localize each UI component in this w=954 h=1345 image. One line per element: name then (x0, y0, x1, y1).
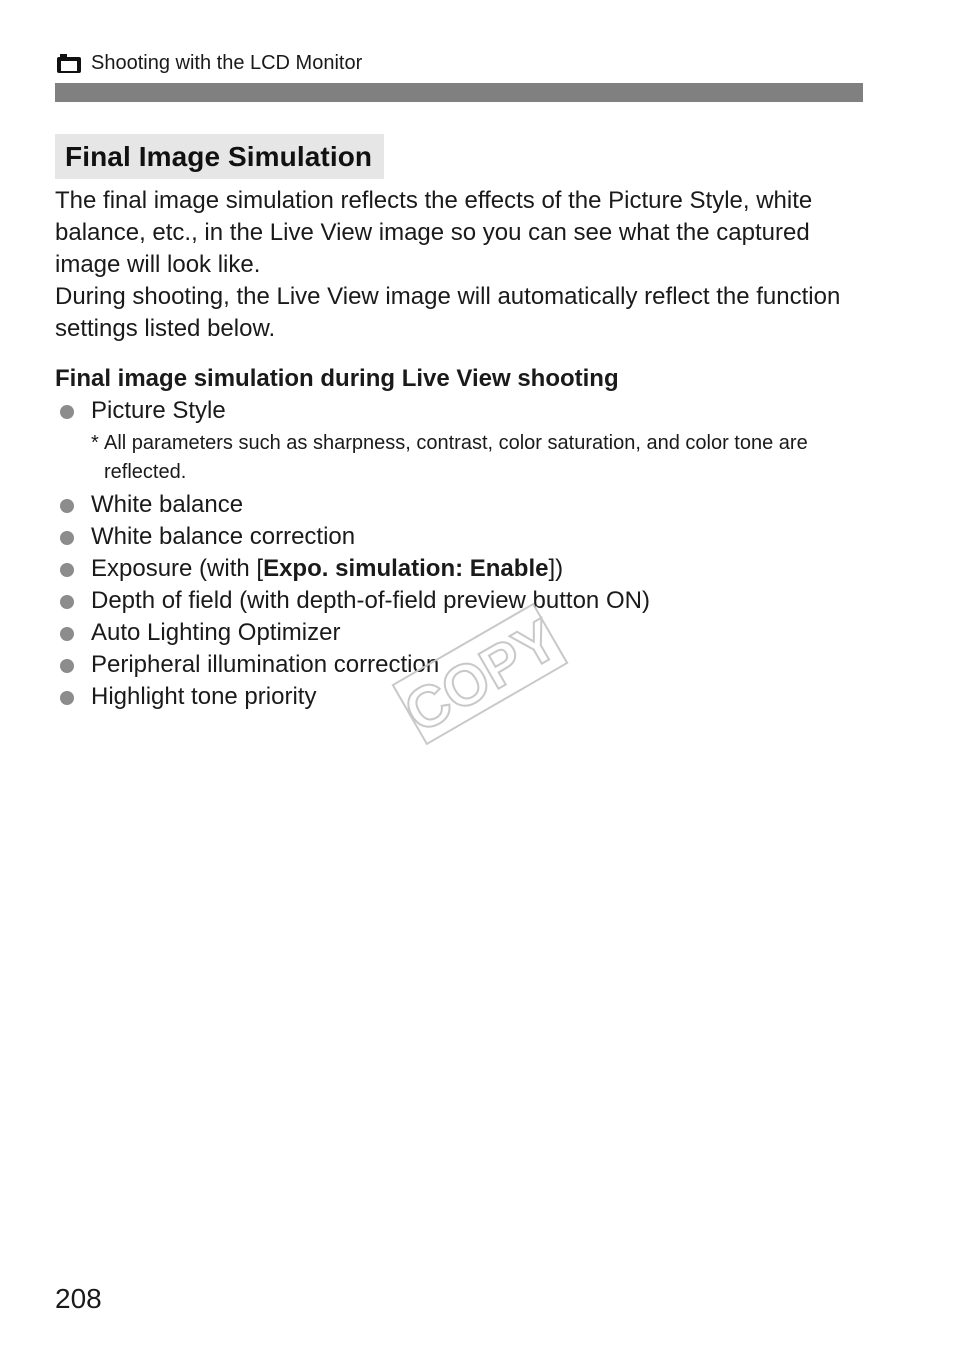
bullet-icon (60, 405, 74, 419)
list-item-label: White balance correction (91, 523, 356, 550)
list-heading: Final image simulation during Live View shooting (55, 365, 619, 392)
header-divider-bar (55, 83, 863, 102)
bullet-icon (60, 563, 74, 577)
header-title: Shooting with the LCD Monitor (91, 52, 363, 74)
running-header (56, 50, 362, 76)
section-title: Final Image Simulation (65, 140, 373, 172)
list-item (55, 395, 865, 427)
bullet-icon (60, 659, 74, 673)
list-item-label-bold: Expo. simulation: Enable (263, 555, 549, 582)
bullet-icon (60, 595, 74, 609)
svg-text:COPY: COPY (393, 606, 569, 746)
list-item (55, 553, 865, 585)
list-item-label: White balance (91, 491, 244, 518)
list-item-label: Peripheral illumination correction (91, 651, 440, 678)
list-item (55, 521, 865, 553)
footnote-marker: * (91, 432, 99, 454)
list-item-label: Depth of field (with depth-of-field preview button ON) (91, 587, 650, 614)
page-number: 208 (55, 1283, 102, 1314)
list-item-label-suffix: ]) (548, 555, 564, 582)
bullet-icon (60, 499, 74, 513)
camera-icon (56, 52, 82, 74)
list-item-label: Highlight tone priority (91, 683, 317, 710)
list-item-label-prefix: Exposure (with [ (91, 555, 264, 582)
intro-paragraph-2: During shooting, the Live View image will automatically reflect the function settings listed below. (55, 283, 841, 342)
bullet-icon (60, 531, 74, 545)
bullet-icon (60, 627, 74, 641)
bullet-icon (60, 691, 74, 705)
list-item (55, 489, 865, 521)
intro-paragraph-1: The final image simulation reflects the effects of the Picture Style, white balance, etc., in the Live View image so you can see what the captured image will look like. (55, 187, 813, 278)
copy-watermark (385, 594, 575, 754)
footnote (91, 429, 865, 487)
footnote-text: All parameters such as sharpness, contrast, color saturation, and color tone are reflected. (104, 432, 808, 483)
list-item-label: Picture Style (91, 397, 226, 424)
list-item-label: Auto Lighting Optimizer (91, 619, 341, 646)
section-heading-box (55, 134, 384, 179)
intro-text (55, 185, 863, 345)
